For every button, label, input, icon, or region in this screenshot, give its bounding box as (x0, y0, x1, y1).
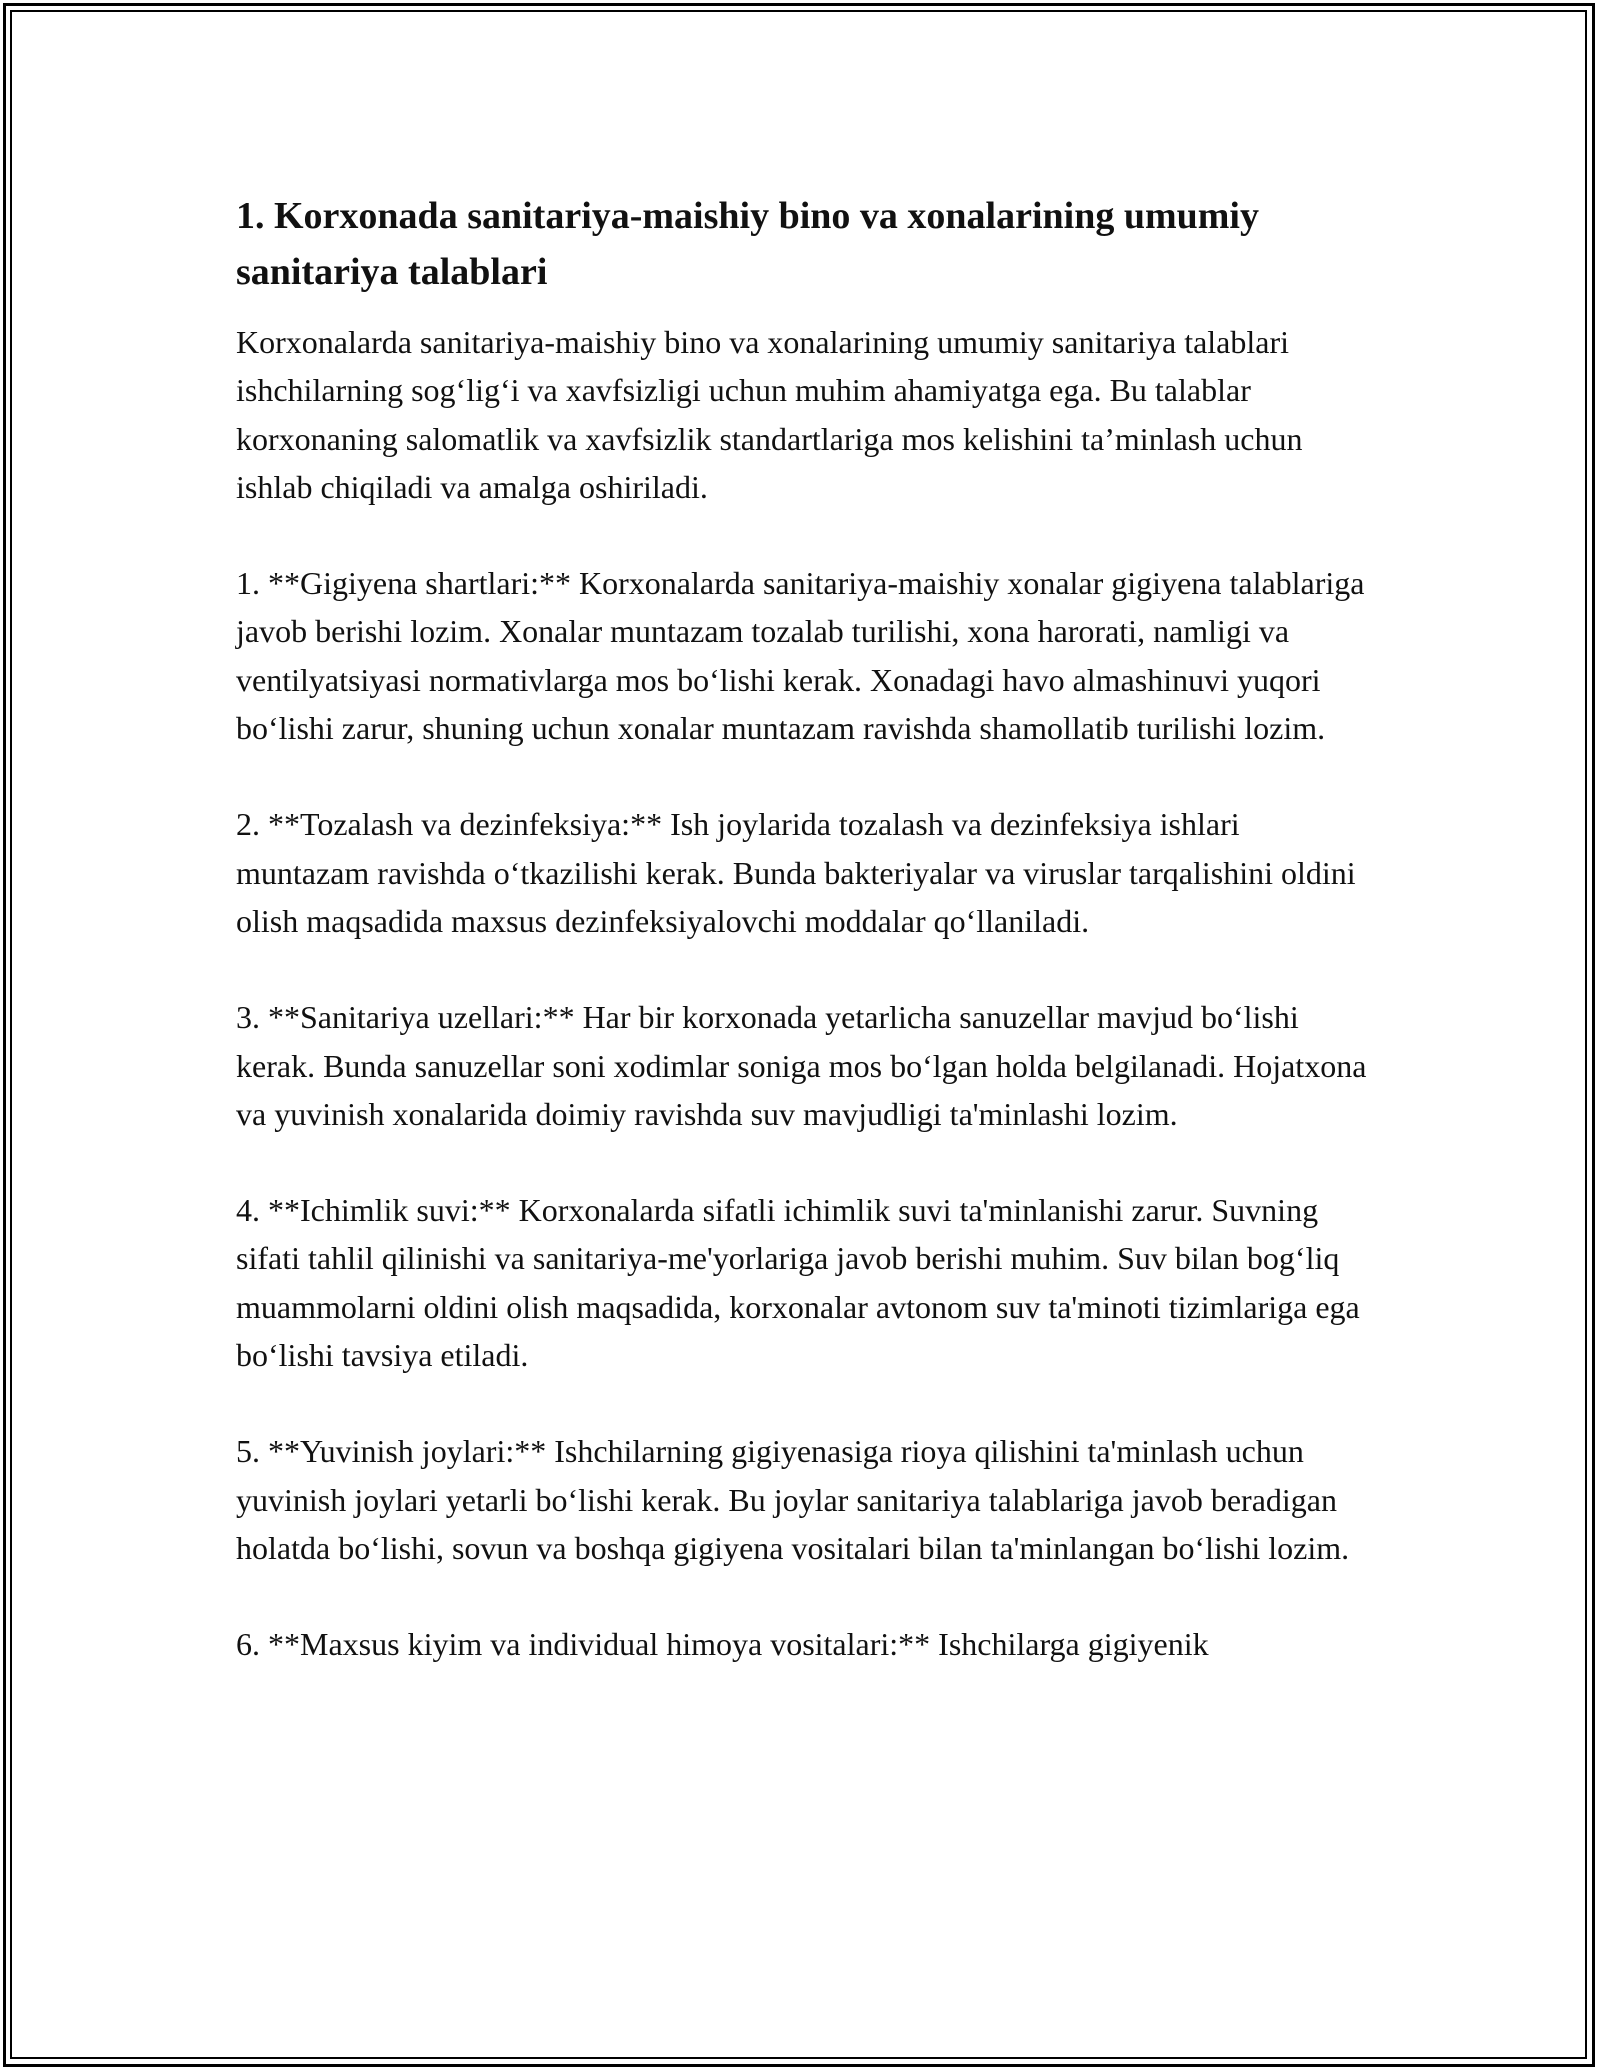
document-body (236, 188, 1380, 1717)
list-item: 5. **Yuvinish joylari:** Ishchilarning gigiyenasiga rioya qilishini ta'minlash uchun yuvinish joylari yetarli bo‘lishi kerak. Bu joylar sanitariya talablariga javob beradigan holatda bo‘lishi, sovun va boshqa gigiyena vositalari bilan ta'minlangan bo‘lishi lozim. (236, 1433, 1350, 1566)
list-item: 3. **Sanitariya uzellari:** Har bir korxonada yetarlicha sanuzellar mavjud bo‘lishi kerak. Bunda sanuzellar soni xodimlar soniga mos bo‘lgan holda belgilanadi. Hojatxona va yuvinish xonalarida doimiy ravishda suv mavjudligi ta'minlashi lozim. (236, 999, 1367, 1132)
list-item: 4. **Ichimlik suvi:** Korxonalarda sifatli ichimlik suvi ta'minlanishi zarur. Suvning sifati tahlil qilinishi va sanitariya-me'yorlariga javob berishi muhim. Suv bilan bog‘liq muammolarni oldini olish maqsadida, korxonalar avtonom suv ta'minoti tizimlariga ega bo‘lishi tavsiya etiladi. (236, 1192, 1360, 1374)
list-item: 1. **Gigiyena shartlari:** Korxonalarda sanitariya-maishiy xonalar gigiyena talablariga javob berishi lozim. Xonalar muntazam tozalab turilishi, xona harorati, namligi va ventilyatsiyasi normativlarga mos bo‘lishi kerak. Xonadagi havo almashinuvi yuqori bo‘lishi zarur, shuning uchun xonalar muntazam ravishda shamollatib turilishi lozim. (236, 565, 1365, 747)
list-item: 6. **Maxsus kiyim va individual himoya vositalari:** Ishchilarga gigiyenik (236, 1626, 1209, 1663)
list-item: 2. **Tozalash va dezinfeksiya:** Ish joylarida tozalash va dezinfeksiya ishlari muntazam ravishda o‘tkazilishi kerak. Bunda bakteriyalar va viruslar tarqalishini oldini olish maqsadida maxsus dezinfeksiyalovchi moddalar qo‘llaniladi. (236, 806, 1356, 939)
intro-paragraph: Korxonalarda sanitariya-maishiy bino va xonalarining umumiy sanitariya talablari ishchilarning sog‘lig‘i va xavfsizligi uchun muhim ahamiyatga ega. Bu talablar korxonaning salomatlik va xavfsizlik standartlariga mos kelishini ta’minlash uchun ishlab chiqiladi va amalga oshiriladi. (236, 324, 1303, 505)
document-title: 1. Korxonada sanitariya-maishiy bino va xonalarining umumiy sanitariya talablari (236, 195, 1259, 293)
